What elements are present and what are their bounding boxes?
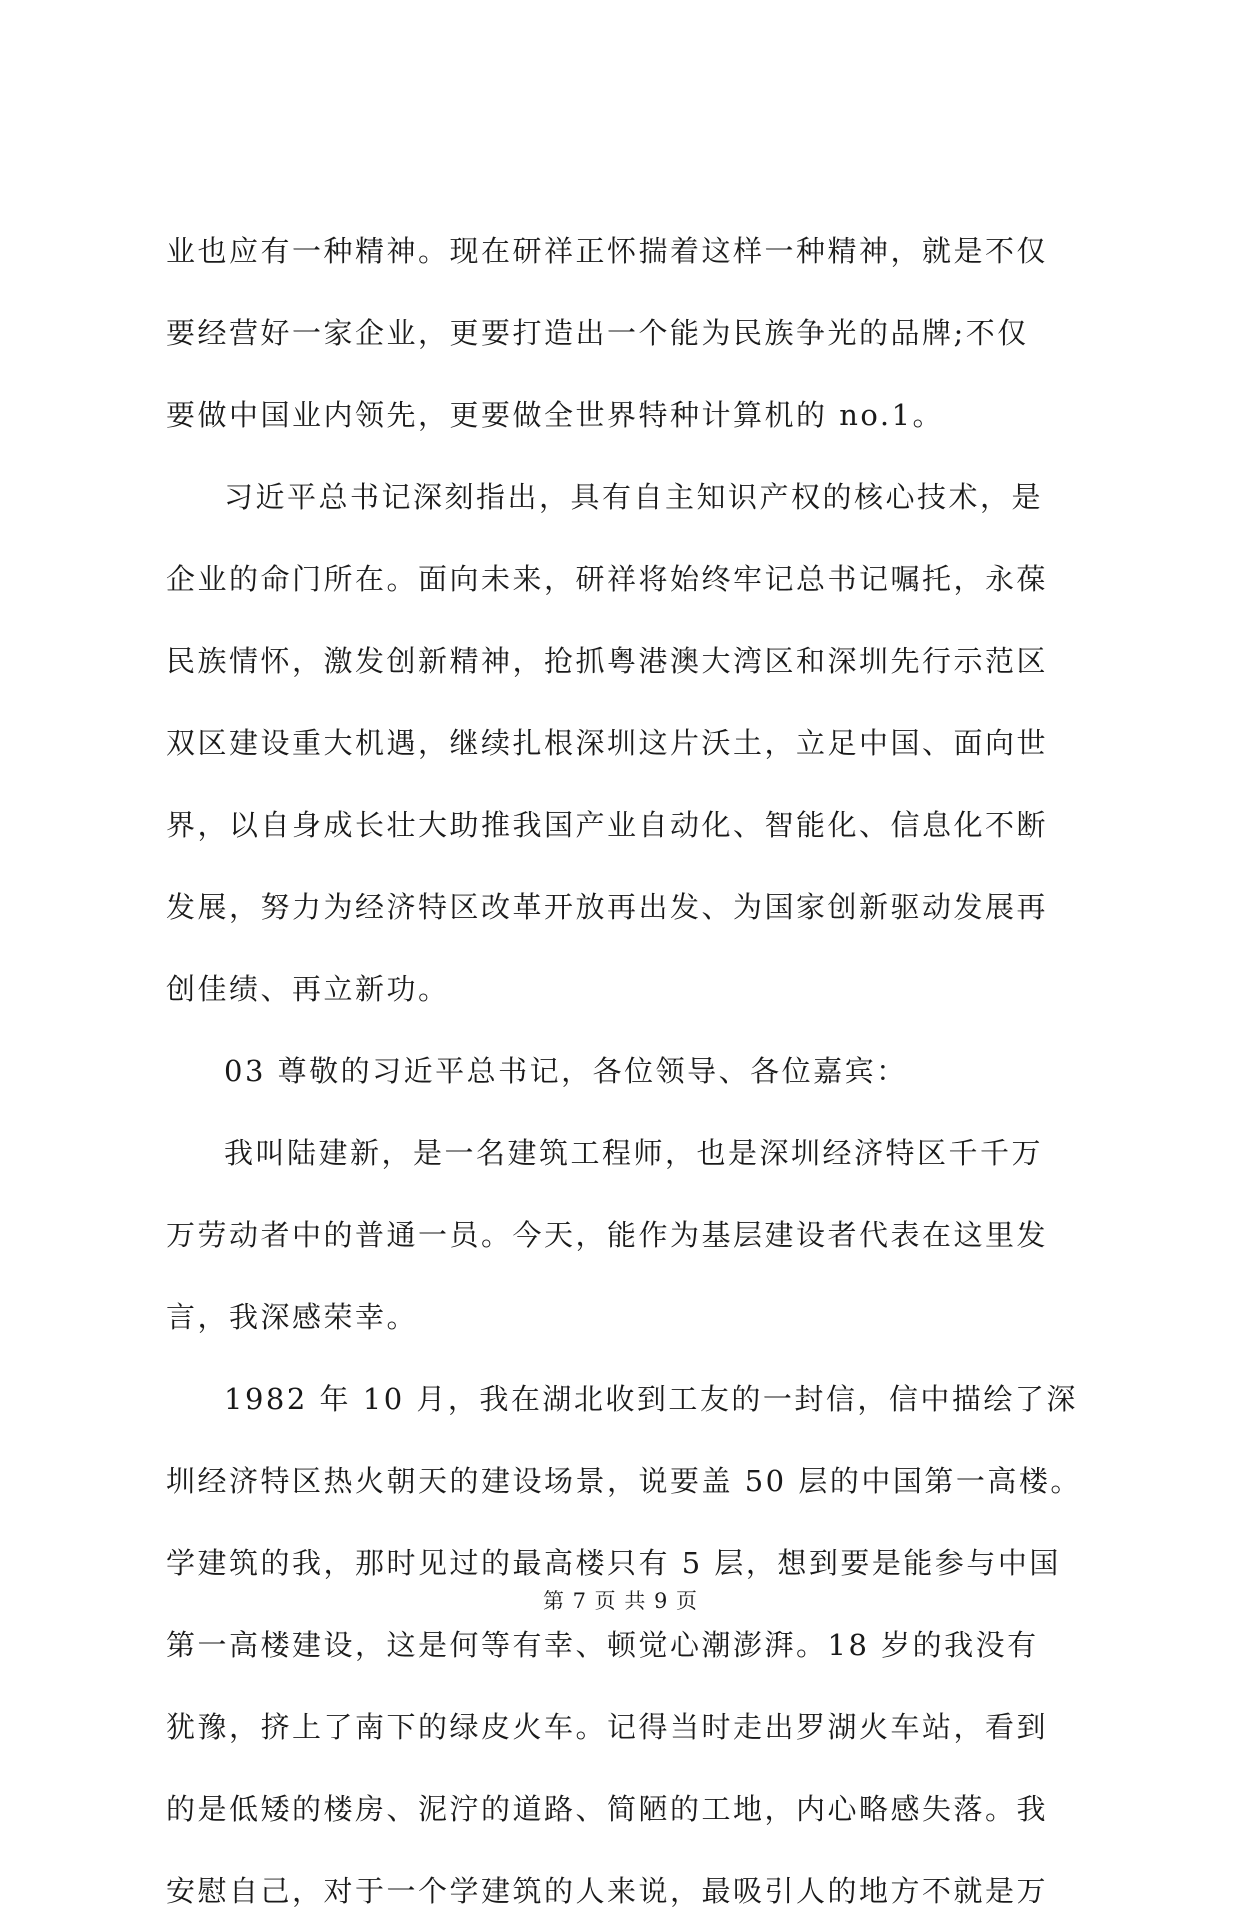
paragraph bbox=[166, 230, 1076, 476]
text-line: 我叫陆建新，是一名建筑工程师，也是深圳经济特区千千万 bbox=[224, 1136, 1044, 1170]
paragraph bbox=[166, 1378, 1082, 1912]
text-line: 发展，努力为经济特区改革开放再出发、为国家创新驱动发展再 bbox=[166, 890, 1049, 924]
text-line: 安慰自己，对于一个学建筑的人来说，最吸引人的地方不就是万 bbox=[166, 1874, 1049, 1908]
text-line: 企业的命门所在。面向未来，研祥将始终牢记总书记嘱托，永葆 bbox=[166, 562, 1049, 596]
text-line: 要做中国业内领先，更要做全世界特种计算机的 no.1。 bbox=[166, 398, 945, 432]
text-line: 03 尊敬的习近平总书记，各位领导、各位嘉宾： bbox=[224, 1054, 908, 1088]
text-line: 圳经济特区热火朝天的建设场景，说要盖 50 层的中国第一高楼。 bbox=[166, 1464, 1082, 1498]
text-line: 习近平总书记深刻指出，具有自主知识产权的核心技术，是 bbox=[224, 480, 1044, 514]
document-body bbox=[166, 230, 1082, 1912]
text-line: 业也应有一种精神。现在研祥正怀揣着这样一种精神，就是不仅 bbox=[166, 234, 1049, 268]
page-footer: 第 7 页 共 9 页 bbox=[542, 1589, 699, 1613]
text-line: 创佳绩、再立新功。 bbox=[166, 972, 450, 1006]
text-line: 民族情怀，激发创新精神，抢抓粤港澳大湾区和深圳先行示范区 bbox=[166, 644, 1049, 678]
paragraph bbox=[166, 1050, 1076, 1132]
text-line: 万劳动者中的普通一员。今天，能作为基层建设者代表在这里发 bbox=[166, 1218, 1049, 1252]
text-line: 言，我深感荣幸。 bbox=[166, 1300, 419, 1334]
paragraph bbox=[166, 1132, 1076, 1378]
text-line: 双区建设重大机遇，继续扎根深圳这片沃土，立足中国、面向世 bbox=[166, 726, 1049, 760]
text-line: 学建筑的我，那时见过的最高楼只有 5 层，想到要是能参与中国 bbox=[166, 1546, 1061, 1580]
text-line: 的是低矮的楼房、泥泞的道路、简陋的工地，内心略感失落。我 bbox=[166, 1792, 1049, 1826]
paragraph bbox=[166, 476, 1076, 1050]
text-line: 1982 年 10 月，我在湖北收到工友的一封信，信中描绘了深 bbox=[224, 1382, 1078, 1416]
text-line: 界，以自身成长壮大助推我国产业自动化、智能化、信息化不断 bbox=[166, 808, 1049, 842]
text-line: 第一高楼建设，这是何等有幸、顿觉心潮澎湃。18 岁的我没有 bbox=[166, 1628, 1039, 1662]
text-line: 犹豫，挤上了南下的绿皮火车。记得当时走出罗湖火车站，看到 bbox=[166, 1710, 1049, 1744]
text-line: 要经营好一家企业，更要打造出一个能为民族争光的品牌;不仅 bbox=[166, 316, 1029, 350]
